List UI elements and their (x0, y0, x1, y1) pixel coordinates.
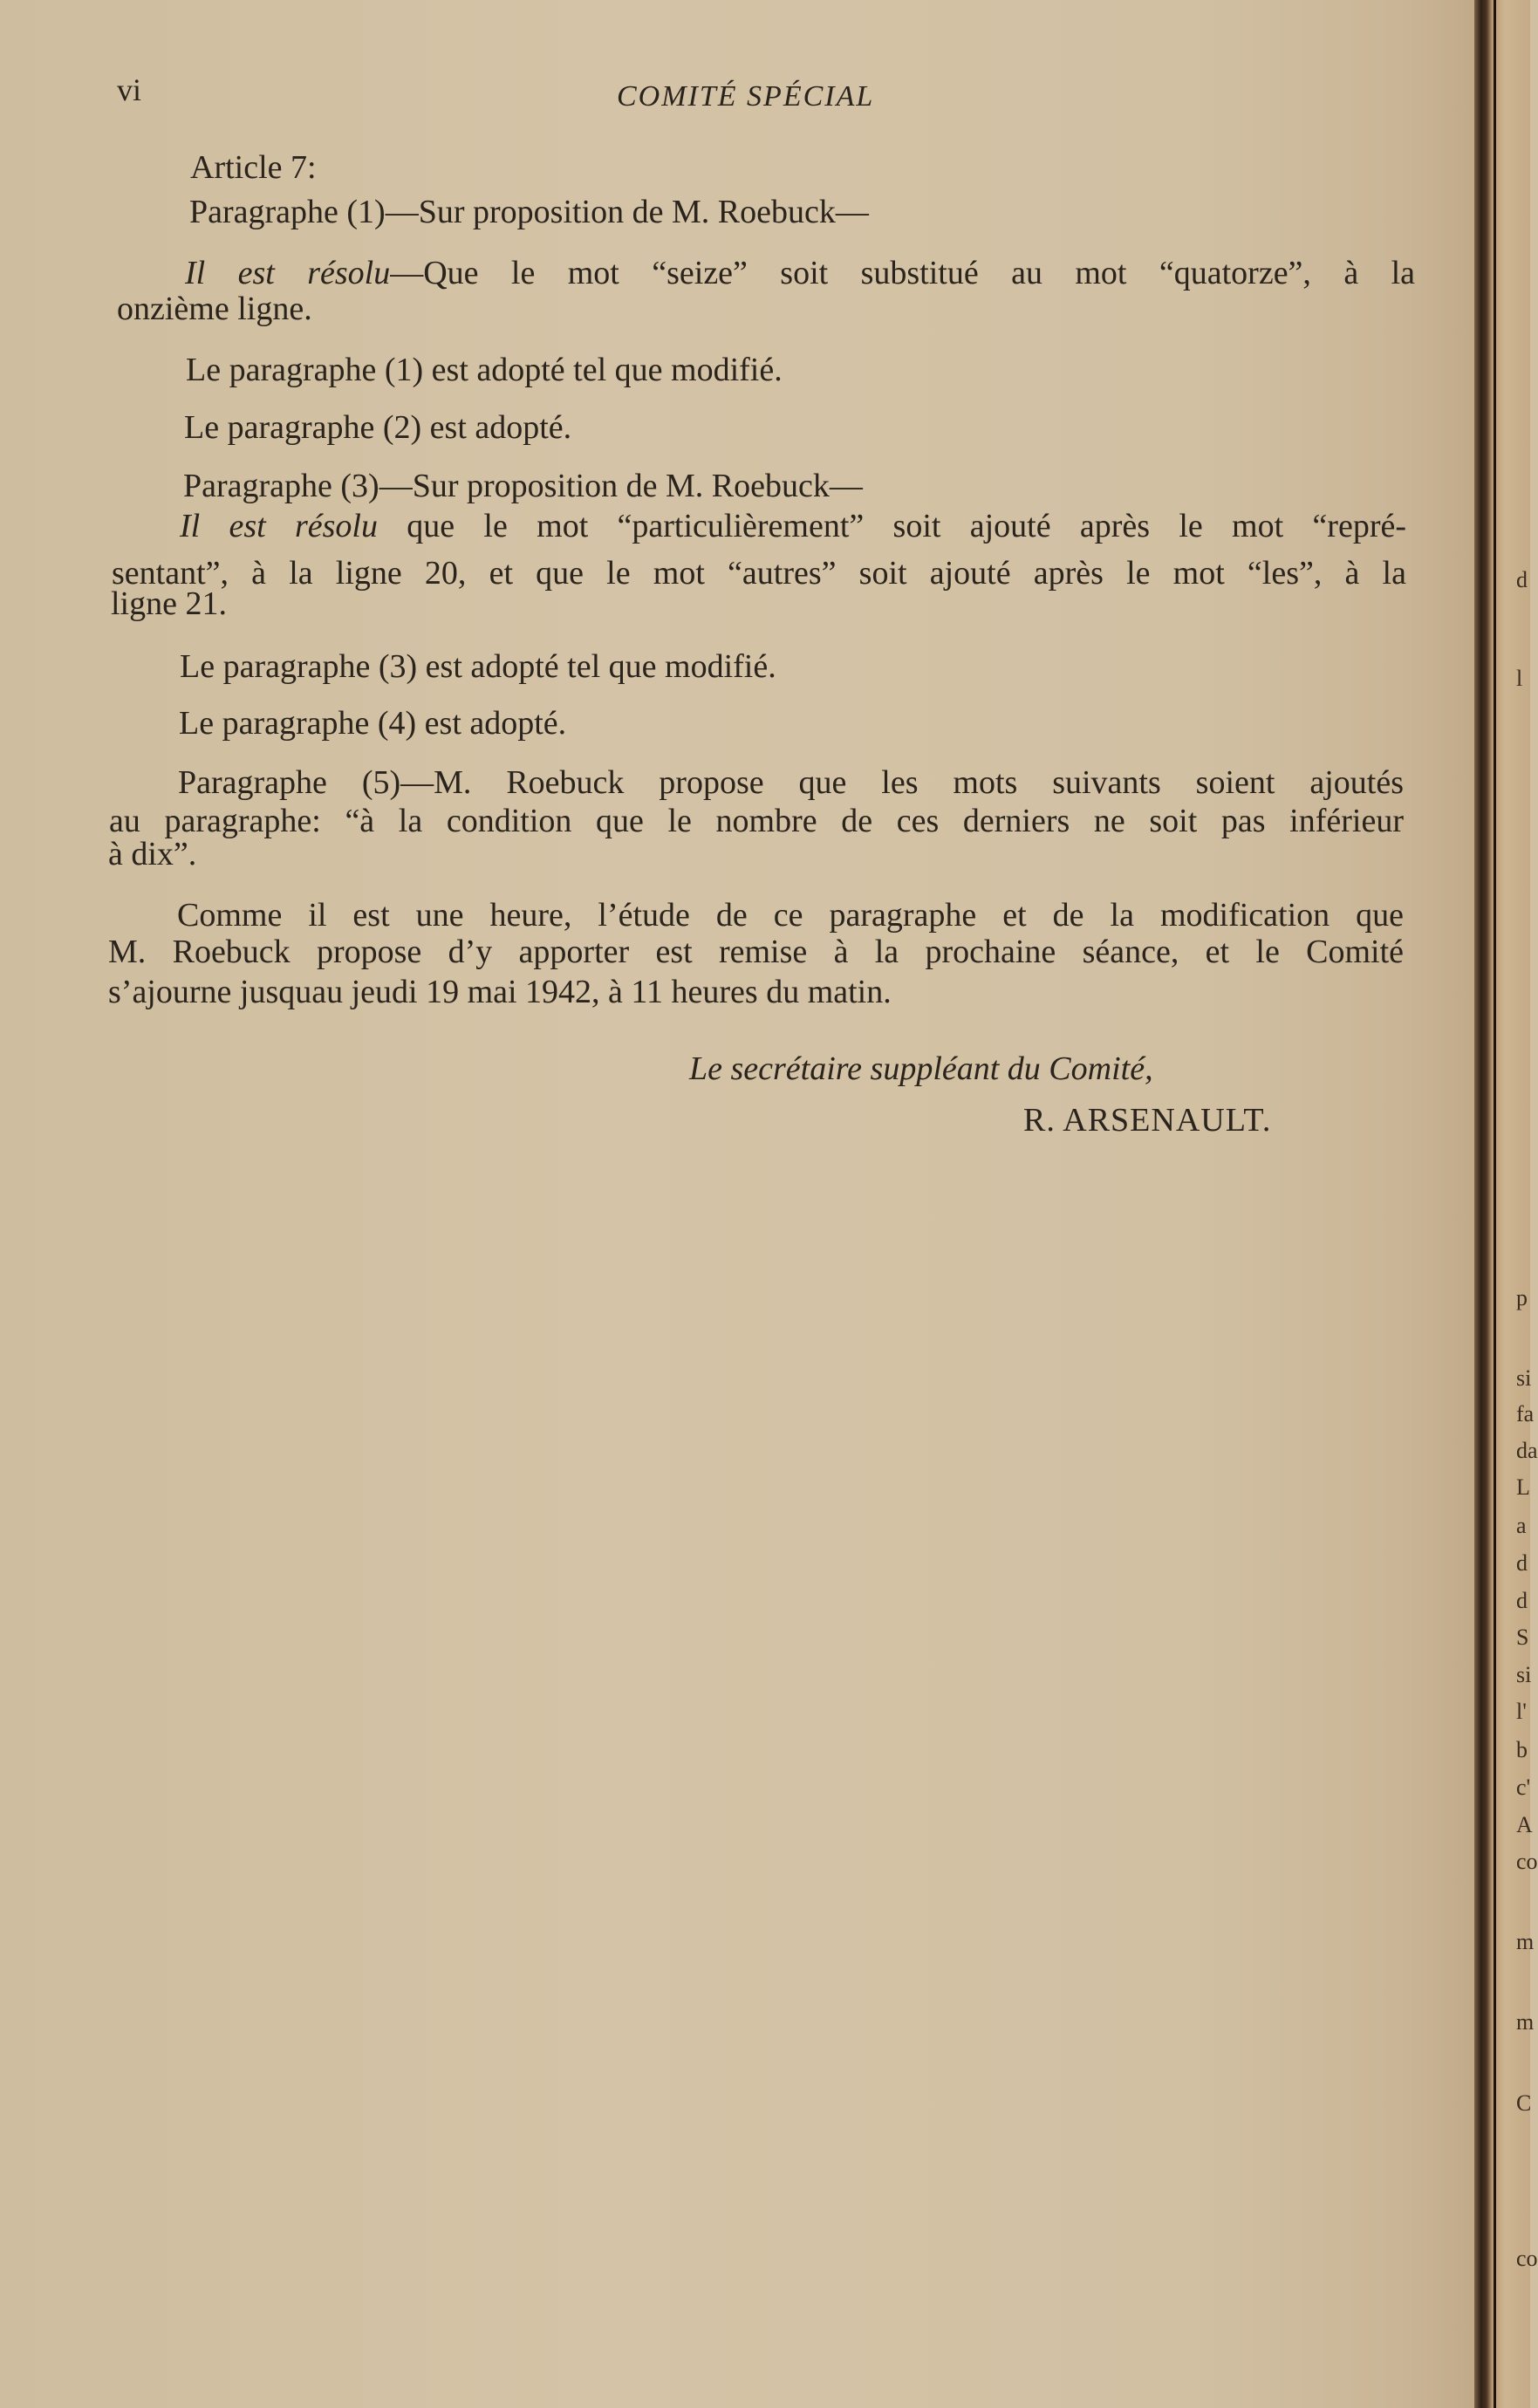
bleed-through-text: p (1516, 1285, 1528, 1310)
bleed-through-text: m (1516, 2009, 1535, 2035)
bleed-through-text: a (1516, 1513, 1527, 1538)
paragraph-3-resolution-line-2: sentant”, à la ligne 20, et que le mot “autres” soit ajouté après le mot “les”, à la (112, 555, 1406, 592)
bleed-through-text: C (1516, 2090, 1532, 2116)
bleed-through-text: d (1516, 1550, 1528, 1576)
bleed-through-text: S (1516, 1625, 1529, 1650)
bleed-through-text: d (1516, 567, 1528, 592)
binding-shadow-line (1494, 0, 1496, 2408)
bleed-through-text: A (1516, 1812, 1533, 1837)
paragraph-1-resolution-line-2: onzième ligne. (117, 291, 312, 327)
paragraph-4-adopted: Le paragraphe (4) est adopté. (179, 705, 567, 742)
bleed-through-text: m (1516, 1929, 1535, 1954)
bleed-through-text: da (1516, 1438, 1538, 1463)
adjournment-line-2: M. Roebuck propose d’y apporter est remise à la prochaine séance, et le Comité (108, 934, 1404, 970)
paragraph-3-adopted: Le paragraphe (3) est adopté tel que modifié. (180, 648, 776, 685)
signature-name: R. ARSENAULT. (1023, 1102, 1272, 1139)
paragraph-5-line-3: à dix”. (108, 836, 197, 872)
bleed-through-text: c' (1516, 1775, 1531, 1800)
bleed-through-text: fa (1516, 1401, 1535, 1426)
paragraph-1-heading: Paragraphe (1)—Sur proposition de M. Roebuck— (189, 194, 869, 230)
resolution-text: que le mot “particulièrement” soit ajouté après le mot “repré- (378, 508, 1406, 544)
bleed-through-text: si (1516, 1365, 1532, 1391)
article-heading: Article 7: (190, 149, 317, 186)
paragraph-5-line-2: au paragraphe: “à la condition que le nombre de ces derniers ne soit pas inférieur (109, 803, 1404, 839)
resolution-text: —Que le mot “seize” soit substitué au mot “quatorze”, à la (390, 255, 1415, 291)
bleed-through-text: si (1516, 1662, 1532, 1687)
paragraph-5-line-1: Paragraphe (5)—M. Roebuck propose que les mots suivants soient ajoutés (178, 764, 1404, 801)
running-title: COMITÉ SPÉCIAL (617, 80, 875, 113)
paragraph-1-adopted: Le paragraphe (1) est adopté tel que modifié. (186, 352, 783, 388)
paragraph-1-resolution-line-1 (185, 257, 1415, 290)
adjournment-line-1: Comme il est une heure, l’étude de ce paragraphe et de la modification que (177, 897, 1404, 934)
bleed-through-text: l' (1516, 1699, 1527, 1724)
bleed-through-text: L (1516, 1474, 1530, 1500)
bleed-through-text: d (1516, 1588, 1528, 1613)
paragraph-3-resolution-line-1 (180, 510, 1406, 543)
bleed-through-text: co (1516, 2246, 1538, 2271)
paragraph-3-heading: Paragraphe (3)—Sur proposition de M. Roebuck— (183, 468, 863, 504)
paragraph-2-adopted: Le paragraphe (2) est adopté. (184, 409, 572, 446)
resolution-italic: Il est résolu (185, 255, 391, 291)
binding-gutter (1474, 0, 1530, 2408)
bleed-through-text: l (1516, 666, 1523, 691)
bleed-through-text: b (1516, 1737, 1528, 1762)
page-number: vi (117, 72, 142, 107)
bleed-through-text: co (1516, 1849, 1538, 1874)
signature-title: Le secrétaire suppléant du Comité, (689, 1050, 1153, 1087)
adjournment-line-3: s’ajourne jusquau jeudi 19 mai 1942, à 11 heures du matin. (108, 974, 892, 1010)
paragraph-3-resolution-line-3: ligne 21. (111, 585, 227, 622)
resolution-italic: Il est résolu (180, 508, 378, 544)
